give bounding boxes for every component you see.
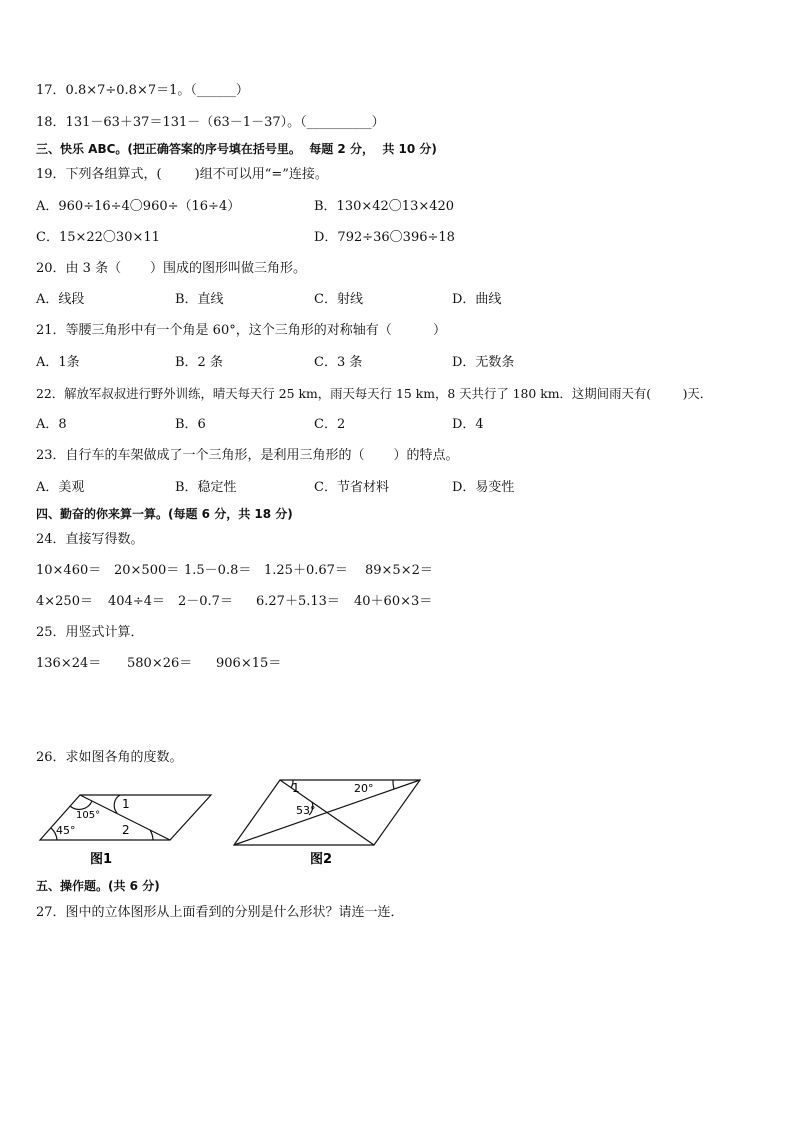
q24-item: 40＋60×3＝ bbox=[354, 594, 433, 609]
question-20-stem: 20．由 3 条（ ）围成的图形叫做三角形。 bbox=[36, 261, 307, 276]
q21-option-a: A．1条 bbox=[36, 355, 80, 370]
question-27: 27．图中的立体图形从上面看到的分别是什么形状？请连一连． bbox=[36, 905, 404, 920]
question-19-stem: 19．下列各组算式，( )组不可以用“=”连接。 bbox=[36, 167, 328, 182]
q22-option-d: D．4 bbox=[452, 417, 484, 432]
q22-option-c: C．2 bbox=[314, 417, 346, 432]
question-24-stem: 24．直接写得数。 bbox=[36, 532, 144, 547]
question-21-stem: 21．等腰三角形中有一个角是 60°，这个三角形的对称轴有（ ） bbox=[36, 323, 447, 338]
q24-item: 20×500＝ bbox=[114, 563, 180, 578]
q21-option-c: C．3 条 bbox=[314, 355, 363, 370]
q25-item: 136×24＝ bbox=[36, 656, 102, 671]
q23-option-d: D．易变性 bbox=[452, 480, 515, 495]
fig2-diagonal bbox=[234, 780, 420, 845]
fig1-angle-arc bbox=[114, 795, 120, 813]
q22-option-a: A．8 bbox=[36, 417, 67, 432]
fig1-caption: 图1 bbox=[90, 852, 113, 867]
q19-option-c: C．15×22〇30×11 bbox=[36, 230, 160, 245]
figure-1-parallelogram bbox=[36, 790, 226, 885]
q20-option-b: B．直线 bbox=[175, 292, 224, 307]
fig2-angle-53: 53° bbox=[296, 804, 316, 817]
q24-item: 4×250＝ bbox=[36, 594, 93, 609]
question-22-stem: 22．解放军叔叔进行野外训练，晴天每天行 25 km，雨天每天行 15 km，8 天共行了 180 km．这期间雨天有( )天． bbox=[36, 386, 713, 401]
question-25-stem: 25．用竖式计算． bbox=[36, 625, 144, 640]
q24-item: 10×460＝ bbox=[36, 563, 102, 578]
fig1-angle-45: 45° bbox=[56, 824, 76, 837]
q24-item: 404÷4＝ bbox=[108, 594, 165, 609]
question-18: 18．131－63＋37＝131－（63－1－37）。（__________） bbox=[36, 115, 385, 130]
fig2-caption: 图2 bbox=[310, 852, 333, 867]
fig1-label-2: 2 bbox=[122, 823, 130, 837]
question-17: 17．0.8×7÷0.8×7＝1。（______） bbox=[36, 83, 249, 98]
section-3-heading: 三、快乐 ABC。(把正确答案的序号填在括号里。 每题 2 分， 共 10 分) bbox=[36, 142, 437, 156]
q19-option-b: B．130×42〇13×420 bbox=[314, 199, 455, 214]
q24-item: 1.25＋0.67＝ bbox=[264, 563, 348, 578]
fig2-angle-arc bbox=[393, 780, 394, 789]
section-4-heading: 四、勤奋的你来算一算。(每题 6 分，共 18 分) bbox=[36, 507, 293, 521]
q23-option-c: C．节省材料 bbox=[314, 480, 389, 495]
q25-item: 906×15＝ bbox=[216, 656, 282, 671]
q20-option-c: C．射线 bbox=[314, 292, 363, 307]
q19-option-d: D．792÷36〇396÷18 bbox=[314, 230, 455, 245]
q21-option-b: B．2 条 bbox=[175, 355, 223, 370]
fig2-label-1: 1 bbox=[292, 781, 300, 795]
q20-option-a: A．线段 bbox=[36, 292, 85, 307]
q25-item: 580×26＝ bbox=[127, 656, 193, 671]
q24-item: 6.27＋5.13＝ bbox=[256, 594, 340, 609]
fig1-angle-105: 105° bbox=[76, 810, 101, 821]
question-23-stem: 23．自行车的车架做成了一个三角形，是利用三角形的（ ）的特点。 bbox=[36, 448, 459, 463]
q23-option-b: B．稳定性 bbox=[175, 480, 237, 495]
q23-option-a: A．美观 bbox=[36, 480, 85, 495]
q20-option-d: D．曲线 bbox=[452, 292, 502, 307]
q22-option-b: B．6 bbox=[175, 417, 206, 432]
q24-item: 2－0.7＝ bbox=[178, 594, 233, 609]
q24-item: 89×5×2＝ bbox=[365, 563, 433, 578]
q21-option-d: D．无数条 bbox=[452, 355, 515, 370]
section-5-heading: 五、操作题。(共 6 分) bbox=[36, 879, 160, 893]
fig1-label-1: 1 bbox=[122, 797, 130, 811]
figure-2-parallelogram bbox=[230, 775, 430, 870]
question-26-stem: 26．求如图各角的度数。 bbox=[36, 750, 183, 765]
fig2-angle-20: 20° bbox=[354, 782, 374, 795]
q24-item: 1.5－0.8＝ bbox=[184, 563, 252, 578]
q19-option-a: A．960÷16÷4〇960÷（16÷4） bbox=[36, 199, 241, 214]
